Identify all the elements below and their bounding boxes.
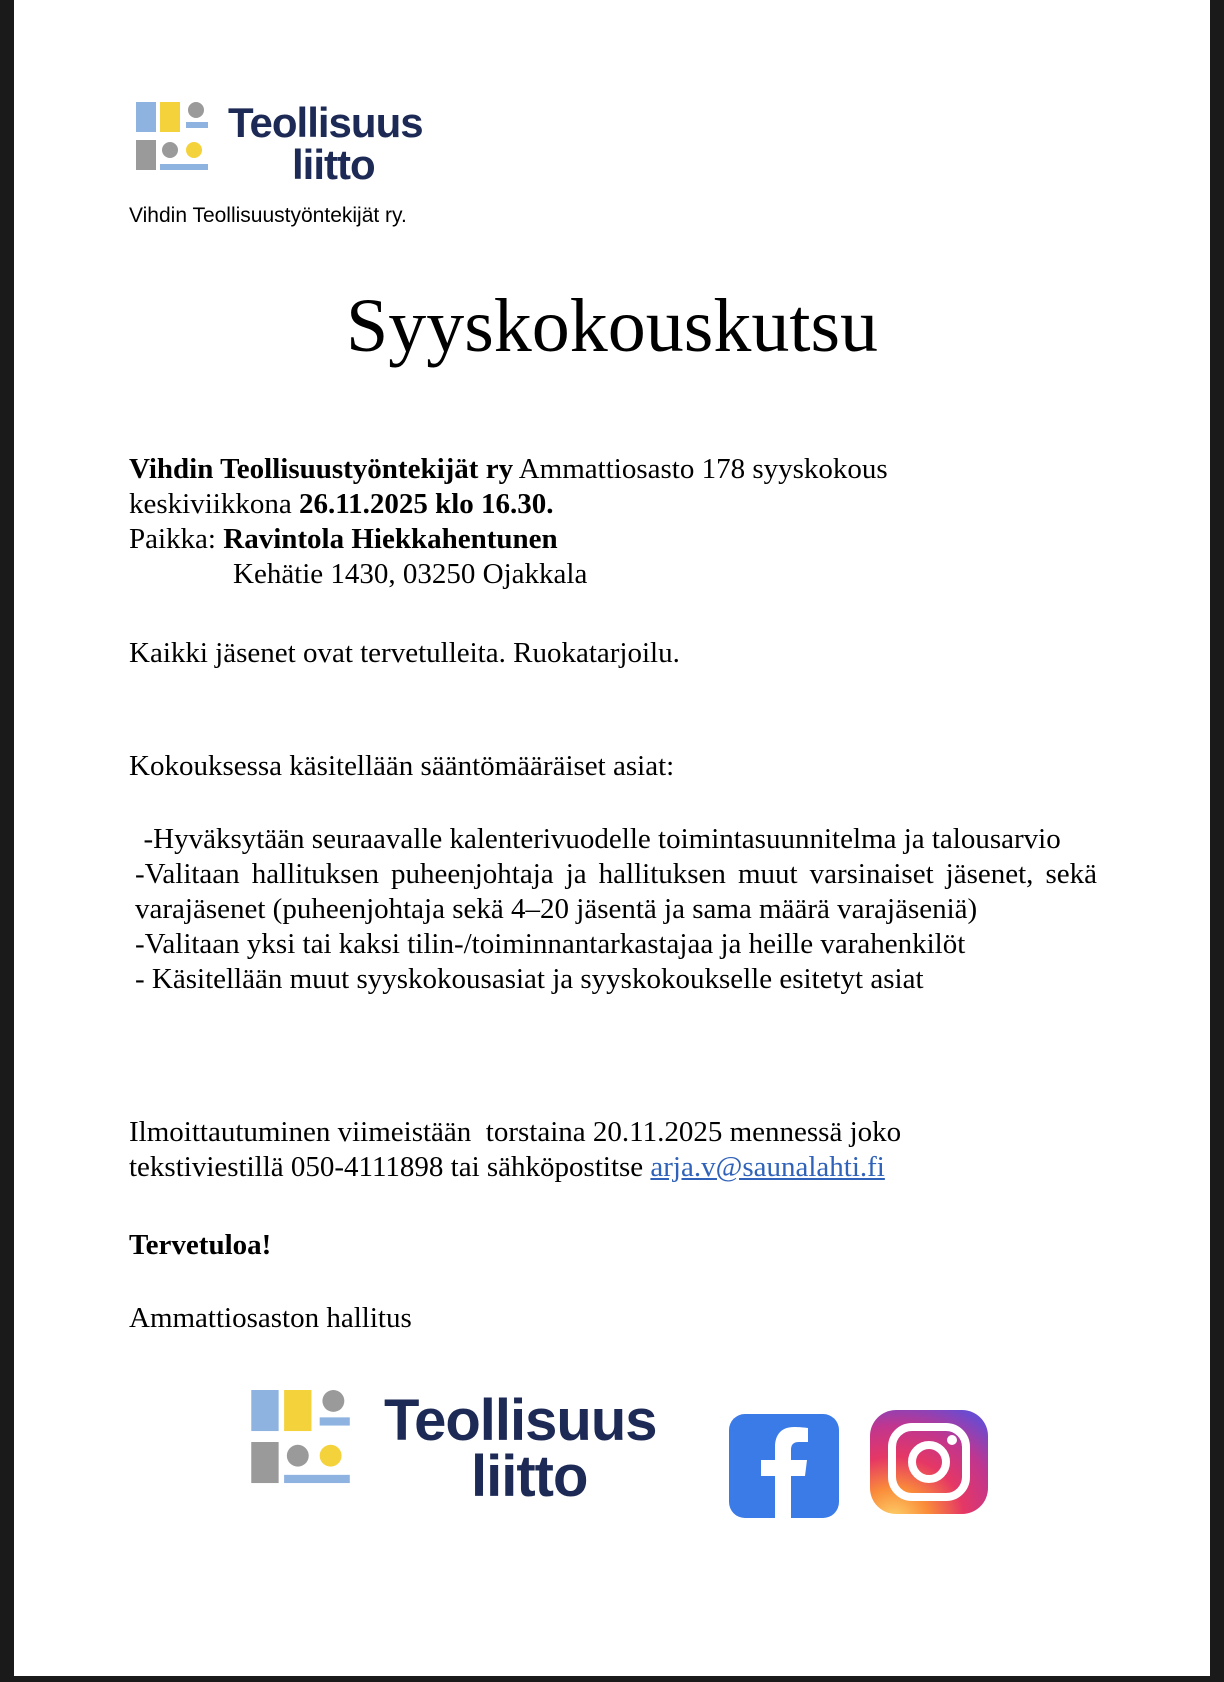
teollisuusliitto-logo-icon — [250, 1390, 362, 1494]
greeting — [129, 1228, 1097, 1263]
logo-text-line2: liitto — [292, 141, 375, 188]
footer-logo-text-line2: liitto — [471, 1444, 588, 1509]
welcome-line: Kaikki jäsenet ovat tervetulleita. Ruokatarjoilu. — [129, 637, 680, 669]
agenda-intro: Kokouksessa käsitellään sääntömääräiset asiat: — [129, 750, 675, 782]
org-bold: Vihdin Teollisuustyöntekijät ry — [129, 453, 514, 485]
instagram-icon[interactable] — [870, 1410, 988, 1514]
meeting-details — [129, 452, 1097, 592]
document-page — [14, 0, 1210, 1676]
email-link[interactable]: arja.v@saunalahti.fi — [650, 1151, 885, 1183]
agenda-item: - Käsitellään muut syyskokousasiat ja syyskokoukselle esitetyt asiat — [135, 963, 924, 995]
registration-line1: Ilmoittautuminen viimeistään torstaina 20.11.2025 mennessä joko — [129, 1116, 902, 1148]
registration — [129, 1115, 1097, 1185]
organization-name: Vihdin Teollisuustyöntekijät ry. — [129, 204, 407, 227]
teollisuusliitto-logo-icon — [136, 102, 216, 178]
page-title: Syyskokouskutsu — [345, 284, 879, 368]
facebook-icon[interactable] — [729, 1414, 839, 1518]
weekday: keskiviikkona — [129, 488, 299, 520]
agenda-item: -Valitaan hallituksen puheenjohtaja ja hallituksen muut varsinaiset jäsenet, sekä varajäsenet (puheenjohtaja sekä 4–20 jäsentä ja sama määrä varajäseniä) — [135, 858, 1105, 925]
place-label: Paikka: — [129, 523, 224, 555]
meeting-datetime: 26.11.2025 klo 16.30. — [298, 488, 554, 520]
signature: Ammattiosaston hallitus — [129, 1302, 412, 1334]
agenda-item: -Valitaan yksi tai kaksi tilin-/toiminnantarkastajaa ja heille varahenkilöt — [135, 928, 966, 960]
registration-line2: tekstiviestillä 050-4111898 tai sähköpostitse — [129, 1151, 651, 1183]
greeting-text: Tervetuloa! — [129, 1229, 272, 1261]
org-rest: Ammattiosasto 178 syyskokous — [513, 453, 888, 485]
footer-logo-text-line1: Teollisuus — [384, 1388, 657, 1453]
place-name: Ravintola Hiekkahentunen — [223, 523, 558, 555]
agenda-item: -Hyväksytään seuraavalle kalenterivuodelle toimintasuunnitelma ja talousarvio — [129, 823, 1061, 855]
agenda-list — [129, 822, 1105, 997]
logo-text-line1: Teollisuus — [228, 99, 423, 146]
place-address: Kehätie 1430, 03250 Ojakkala — [233, 558, 588, 590]
